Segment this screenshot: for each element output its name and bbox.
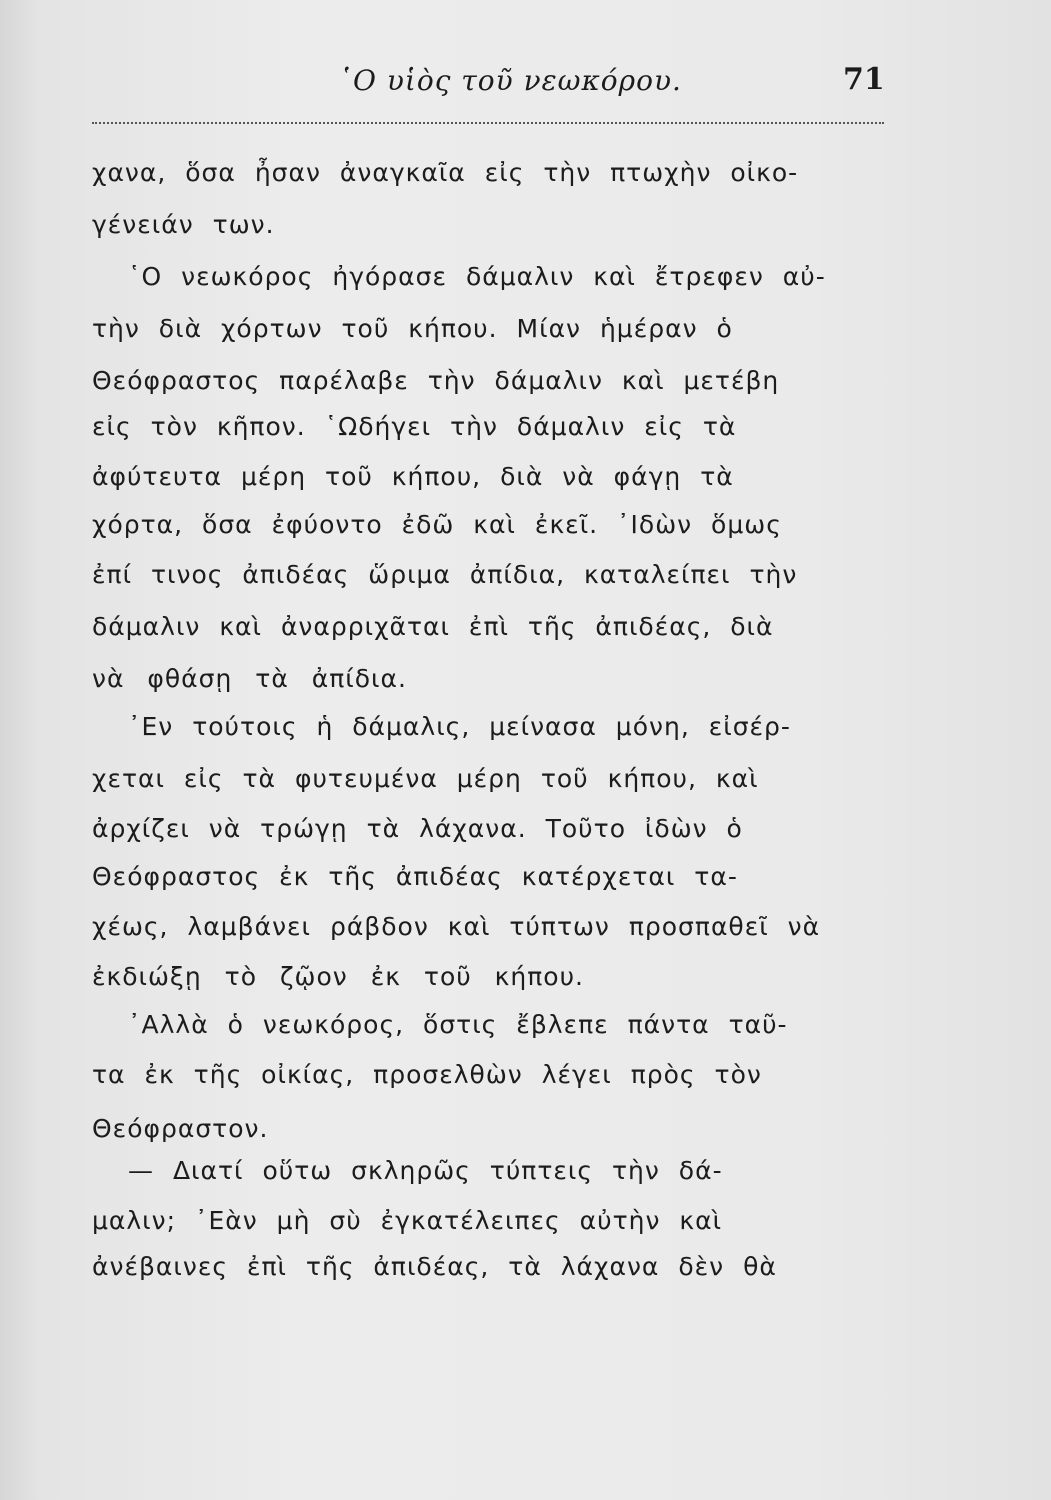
text-line-1: χανα, ὅσα ἦσαν ἀναγκαῖα εἰς τὴν πτωχὴν οἰκο- — [92, 158, 799, 187]
text-line-22: μαλιν; ᾽Εὰν μὴ σὺ ἐγκατέλειπες αὐτὴν καὶ — [92, 1206, 723, 1235]
running-title: ῾Ο υἱὸς τοῦ νεωκόρου. — [338, 64, 682, 97]
text-line-21: — Διατί οὕτω σκληρῶς τύπτεις τὴν δά- — [128, 1156, 723, 1185]
text-line-13: χεται εἰς τὰ φυτευμένα μέρη τοῦ κήπου, καὶ — [92, 764, 759, 793]
text-line-8: χόρτα, ὅσα ἐφύοντο ἐδῶ καὶ ἐκεῖ. ᾽Ιδὼν ὅμως — [92, 510, 782, 539]
text-line-10: δάμαλιν καὶ ἀναρριχᾶται ἐπὶ τῆς ἀπιδέας, διὰ — [92, 612, 774, 641]
text-line-6: εἰς τὸν κῆπον. ῾Ωδήγει τὴν δάμαλιν εἰς τὰ — [92, 412, 737, 441]
text-line-12: ᾽Εν τούτοις ἡ δάμαλις, μείνασα μόνη, εἰσέρ- — [128, 712, 791, 741]
text-line-2: γένειάν των. — [92, 210, 275, 239]
text-line-5: Θεόφραστος παρέλαβε τὴν δάμαλιν καὶ μετέβη — [92, 366, 780, 395]
text-line-9: ἐπί τινος ἀπιδέας ὥριμα ἀπίδια, καταλείπει τὴν — [92, 560, 798, 589]
text-line-14: ἀρχίζει νὰ τρώγῃ τὰ λάχανα. Τοῦτο ἰδὼν ὁ — [92, 814, 743, 843]
text-line-7: ἀφύτευτα μέρη τοῦ κήπου, διὰ νὰ φάγῃ τὰ — [92, 462, 734, 491]
text-line-19: τα ἐκ τῆς οἰκίας, προσελθὼν λέγει πρὸς τὸν — [92, 1060, 762, 1089]
text-line-20: Θεόφραστον. — [92, 1114, 269, 1143]
text-line-23: ἀνέβαινες ἐπὶ τῆς ἀπιδέας, τὰ λάχανα δὲν θὰ — [92, 1252, 777, 1281]
text-line-18: ᾽Αλλὰ ὁ νεωκόρος, ὅστις ἔβλεπε πάντα ταῦ- — [128, 1010, 788, 1039]
header-rule — [92, 122, 884, 124]
page-number: 71 — [843, 62, 885, 97]
text-line-3: ῾Ο νεωκόρος ἠγόρασε δάμαλιν καὶ ἔτρεφεν αὐ- — [128, 262, 826, 291]
text-line-15: Θεόφραστος ἐκ τῆς ἀπιδέας κατέρχεται τα- — [92, 862, 738, 891]
text-line-17: ἐκδιώξῃ τὸ ζῷον ἐκ τοῦ κήπου. — [92, 962, 584, 991]
text-line-4: τὴν διὰ χόρτων τοῦ κήπου. Μίαν ἡμέραν ὁ — [92, 314, 733, 343]
text-line-11: νὰ φθάσῃ τὰ ἀπίδια. — [92, 664, 407, 693]
text-line-16: χέως, λαμβάνει ράβδον καὶ τύπτων προσπαθεῖ νὰ — [92, 912, 821, 941]
